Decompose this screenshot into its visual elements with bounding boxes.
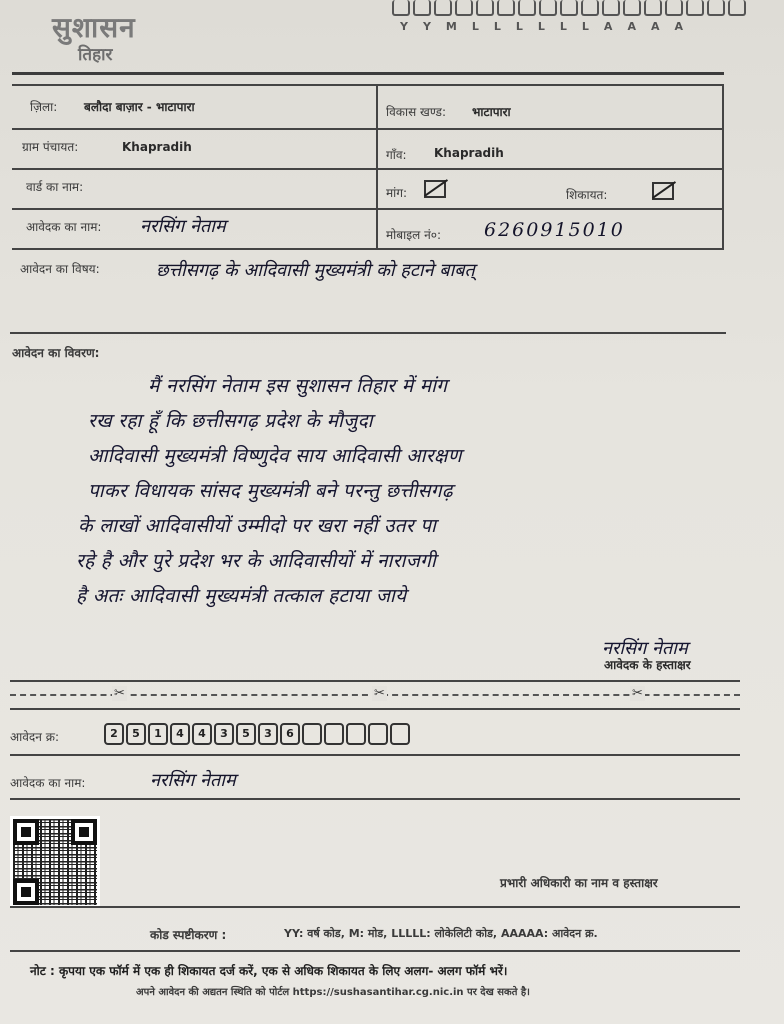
table-line (10, 680, 740, 682)
app-no-label: आवेदन क्र: (10, 730, 60, 744)
block-label: विकास खण्ड: (386, 105, 447, 119)
panchayat-label: ग्राम पंचायत: (22, 140, 79, 154)
table-line (12, 84, 724, 86)
table-line (10, 950, 740, 952)
logo-subtitle: तिहार (78, 45, 113, 65)
applicant-value: नरसिंग नेताम (140, 216, 226, 237)
sushasan-tihar-logo (52, 8, 136, 65)
district-value: बलौदा बाज़ार - भाटापारा (84, 100, 195, 114)
complaint-label: शिकायत: (566, 188, 608, 202)
receipt-applicant-value: नरसिंग नेताम (150, 770, 236, 791)
code-explain-label: कोड स्पष्टीकरण : (150, 928, 227, 942)
table-line (10, 906, 740, 908)
table-line (10, 332, 726, 334)
ward-label: वार्ड का नाम: (26, 180, 84, 194)
village-label: गाँव: (386, 148, 407, 162)
app-no-digit (346, 723, 366, 745)
details-body (76, 372, 462, 617)
signature-label: आवेदक के हस्ताक्षर (604, 658, 691, 672)
details-line: के लाखों आदिवासीयों उम्मीदो पर खरा नहीं उतर पा (78, 515, 437, 537)
subject-label: आवेदन का विषय: (20, 262, 100, 276)
table-line (12, 168, 724, 170)
app-no-digit (368, 723, 388, 745)
officer-label: प्रभारी अधिकारी का नाम व हस्ताक्षर (500, 876, 658, 890)
app-no-digit (324, 723, 344, 745)
receipt-applicant-label: आवेदक का नाम: (10, 776, 86, 790)
details-line: पाकर विधायक सांसद मुख्यमंत्री बने परन्तु छत्तीसगढ़ (88, 480, 453, 502)
app-no-digit: 4 (192, 723, 212, 745)
village-value: Khapradih (434, 146, 504, 160)
table-divider (376, 84, 378, 250)
app-no-digit (302, 723, 322, 745)
table-line (12, 208, 724, 210)
applicant-label: आवेदक का नाम: (26, 220, 102, 234)
table-line (12, 248, 724, 250)
table-line (10, 754, 740, 756)
code-legend: YYMLLLLLLAAAA (400, 20, 698, 33)
scissor-icon: ✂ (632, 686, 643, 701)
details-line: मैं नरसिंग नेताम इस सुशासन तिहार में मांग (148, 375, 448, 397)
details-line: है अतः आदिवासी मुख्यमंत्री तत्काल हटाया जाये (76, 585, 407, 607)
qr-code (10, 816, 100, 908)
logo-title: सुशासन (52, 11, 136, 44)
app-no-digit: 5 (236, 723, 256, 745)
scissor-icon: ✂ (374, 686, 385, 701)
header-divider (12, 72, 724, 75)
table-line (10, 708, 740, 710)
demand-label: मांग: (386, 186, 408, 200)
app-no-digit: 1 (148, 723, 168, 745)
applicant-signature: नरसिंग नेताम (602, 638, 688, 659)
table-line (10, 798, 740, 800)
mobile-value: 6260915010 (484, 219, 625, 241)
complaint-checkbox (652, 182, 674, 200)
block-value: भाटापारा (472, 105, 511, 119)
app-no-boxes (104, 723, 410, 745)
subject-value: छत्तीसगढ़ के आदिवासी मुख्यमंत्री को हटाने बाबत् (156, 260, 475, 281)
app-no-digit: 2 (104, 723, 124, 745)
app-no-digit: 3 (258, 723, 278, 745)
footer-note: नोट : कृपया एक फॉर्म में एक ही शिकायत दर्ज करें, एक से अधिक शिकायत के लिए अलग- अलग फॉर्म भरें। (30, 964, 508, 978)
details-line: रहे है और पुरे प्रदेश भर के आदिवासीयों में नाराजगी (76, 550, 437, 572)
details-line: रख रहा हूँ कि छत्तीसगढ़ प्रदेश के मौजुदा (88, 410, 373, 432)
panchayat-value: Khapradih (122, 140, 192, 154)
application-code-boxes (392, 0, 746, 16)
app-no-digit: 5 (126, 723, 146, 745)
mobile-label: मोबाइल नं०: (386, 228, 442, 242)
app-no-digit: 3 (214, 723, 234, 745)
scissor-icon: ✂ (114, 686, 125, 701)
demand-checkbox (424, 180, 446, 198)
details-line: आदिवासी मुख्यमंत्री विष्णुदेव साय आदिवासी आरक्षण (88, 445, 462, 467)
table-line (12, 128, 724, 130)
app-no-digit (390, 723, 410, 745)
code-explain-value: YY: वर्ष कोड, M: मोड, LLLLL: लोकेलिटी कोड, AAAAA: आवेदन क्र. (284, 927, 598, 940)
status-portal-line: अपने आवेदन की अद्यतन स्थिति को पोर्टल https://sushasantihar.cg.nic.in पर देख सकते है। (136, 987, 530, 998)
details-label: आवेदन का विवरण: (12, 346, 100, 360)
district-label: ज़िला: (30, 100, 58, 114)
table-divider (722, 84, 724, 250)
app-no-digit: 6 (280, 723, 300, 745)
app-no-digit: 4 (170, 723, 190, 745)
